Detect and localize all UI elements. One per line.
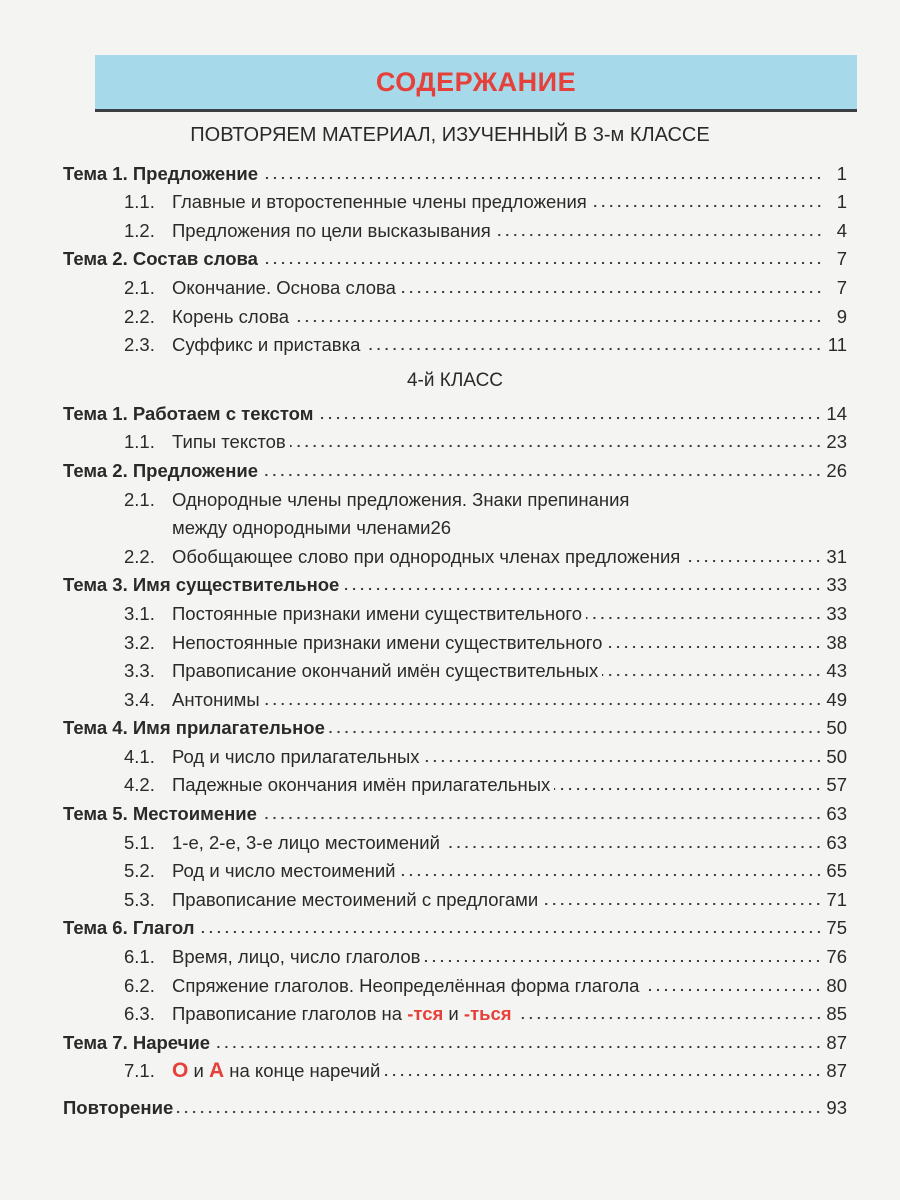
item-title: Обобщающее слово при однородных членах предложения: [172, 545, 681, 567]
dot-leader: [262, 176, 823, 180]
topic-title: Тема 1. Работаем с текстом: [63, 402, 314, 424]
item-number: 2.2.: [124, 305, 155, 327]
toc-subitem-row[interactable]: [63, 185, 847, 214]
toc-topic-row[interactable]: [63, 242, 847, 271]
page-number: 11: [827, 334, 847, 356]
toc-subitem-row[interactable]: [63, 654, 847, 683]
topic-title: Повторение: [63, 1097, 174, 1118]
item-number: 3.3.: [124, 660, 155, 682]
page-number: 57: [826, 774, 847, 796]
toc-subitem-row[interactable]: [63, 299, 847, 328]
topic-title: Тема 6. Глагол: [63, 917, 195, 939]
item-title: [172, 1003, 512, 1025]
item-number: 4.1.: [124, 745, 155, 767]
item-title: Антонимы: [172, 688, 260, 710]
page-number: 85: [826, 1003, 847, 1025]
item-title: Корень слова: [172, 305, 290, 327]
topic-title: Тема 2. Состав слова: [63, 248, 258, 270]
toc-subitem-row[interactable]: [63, 270, 847, 299]
dot-leader: [495, 233, 823, 237]
page-number: 87: [826, 1031, 847, 1053]
highlighted-text: О: [172, 1059, 189, 1083]
toc-subitem-row[interactable]: [63, 213, 847, 242]
dot-leader: [606, 645, 822, 649]
page-number: 38: [826, 631, 847, 653]
table-of-contents: [63, 156, 847, 1119]
page-number: 4: [836, 219, 847, 241]
toc-topic-row[interactable]: [63, 911, 847, 940]
page-number: 63: [826, 831, 847, 853]
toc-subitem-row[interactable]: [63, 997, 847, 1026]
page-number: 7: [836, 276, 847, 298]
item-number: 6.3.: [124, 1003, 155, 1025]
item-number: 2.1.: [124, 276, 155, 298]
dot-leader: [444, 845, 823, 849]
dot-leader: [264, 702, 823, 706]
dot-leader: [214, 1045, 822, 1049]
header-banner: [95, 55, 857, 112]
dot-leader: [329, 730, 823, 734]
spacer: [63, 1082, 847, 1090]
toc-subitem-row[interactable]: [63, 1054, 847, 1083]
item-number: 3.2.: [124, 631, 155, 653]
page-number: 93: [826, 1097, 847, 1118]
item-title: Главные и второстепенные члены предложения: [172, 191, 587, 213]
dot-leader: [591, 204, 823, 208]
page-number: 50: [826, 717, 847, 739]
title-text: Правописание глаголов на: [172, 1003, 408, 1025]
item-number: 3.4.: [124, 688, 155, 710]
page-number: 87: [826, 1060, 847, 1082]
dot-leader: [542, 902, 822, 906]
dot-leader: [293, 319, 823, 323]
toc-subitem-row[interactable]: [63, 882, 847, 911]
dot-leader: [343, 587, 822, 591]
item-number: 1.1.: [124, 191, 155, 213]
section-heading: ПОВТОРЯЕМ МАТЕРИАЛ, ИЗУЧЕННЫЙ В 3-м КЛАССЕ: [190, 124, 710, 146]
topic-title: Тема 3. Имя существительное: [63, 574, 340, 596]
highlighted-text: -тся: [407, 1003, 444, 1025]
dot-leader: [400, 290, 823, 294]
toc-subitem-row[interactable]: [63, 682, 847, 711]
dot-leader: [262, 473, 822, 477]
title-text: и: [443, 1003, 464, 1025]
toc-subitem-row[interactable]: [63, 768, 847, 797]
toc-subitem-row[interactable]: [63, 539, 847, 568]
item-title: Суффикс и приставка: [172, 334, 361, 356]
highlighted-text: А: [208, 1059, 225, 1083]
dot-leader: [516, 1016, 823, 1020]
item-title: Окончание. Основа слова: [172, 276, 396, 298]
item-number: 5.1.: [124, 831, 155, 853]
page-number: 80: [826, 974, 847, 996]
item-title: Постоянные признаки имени существительного: [172, 602, 582, 624]
toc-subitem-row[interactable]: [63, 825, 847, 854]
page-number: 75: [826, 917, 847, 939]
highlighted-text: -ться: [463, 1003, 512, 1025]
dot-leader: [317, 416, 822, 420]
item-number: 5.2.: [124, 860, 155, 882]
topic-title: Тема 4. Имя прилагательное: [63, 717, 325, 739]
item-title: Непостоянные признаки имени существительного: [172, 631, 603, 653]
page-number: 49: [826, 688, 847, 710]
dot-leader: [199, 930, 823, 934]
toc-subitem-row[interactable]: [63, 328, 847, 357]
page-number: 14: [826, 402, 847, 424]
item-number: 6.1.: [124, 946, 155, 968]
page-number: 63: [826, 803, 847, 825]
dot-leader: [400, 873, 823, 877]
page-number: 76: [826, 946, 847, 968]
dot-leader: [384, 1073, 822, 1077]
dot-leader: [424, 959, 822, 963]
dot-leader: [364, 347, 823, 351]
topic-title: Тема 5. Местоимение: [63, 803, 257, 825]
item-title: Правописание местоимений с предлогами: [172, 888, 539, 910]
item-title: Время, лицо, число глаголов: [172, 946, 421, 968]
item-number: 4.2.: [124, 774, 155, 796]
item-title: Род и число прилагательных: [172, 745, 420, 767]
toc-subitem-row[interactable]: [63, 596, 847, 625]
item-number: 2.3.: [124, 334, 155, 356]
page-number: 65: [826, 860, 847, 882]
page-number: 23: [826, 431, 847, 453]
item-number: 3.1.: [124, 602, 155, 624]
item-title: Род и число местоимений: [172, 860, 396, 882]
toc-topic-row[interactable]: [63, 1025, 847, 1054]
page-number: 71: [826, 888, 847, 910]
item-number: 1.2.: [124, 219, 155, 241]
topic-title: Тема 1. Предложение: [63, 162, 259, 184]
item-title: Правописание окончаний имён существительных: [172, 660, 599, 682]
title-text: и: [188, 1060, 209, 1082]
item-title: 1-е, 2-е, 3-е лицо местоимений: [172, 831, 440, 853]
item-number: 6.2.: [124, 974, 155, 996]
topic-title: Тема 2. Предложение: [63, 459, 259, 481]
page-number: 33: [826, 602, 847, 624]
toc-subitem-row[interactable]: [63, 939, 847, 968]
page-number: 1: [836, 162, 847, 184]
page-number: 9: [836, 305, 847, 327]
dot-leader: [424, 759, 823, 763]
dot-leader: [684, 559, 822, 563]
item-title-line2: между однородными членами: [172, 517, 431, 539]
toc-subitem-row[interactable]: [63, 739, 847, 768]
item-number: 7.1.: [124, 1060, 155, 1082]
page-number: 7: [836, 248, 847, 270]
topic-title: Тема 7. Наречие: [63, 1031, 211, 1053]
dot-leader: [290, 444, 823, 448]
toc-subitem-row[interactable]: [63, 425, 847, 454]
item-title: Однородные члены предложения. Знаки препинания: [172, 488, 630, 510]
dot-leader: [586, 616, 822, 620]
dot-leader: [643, 988, 822, 992]
item-number: 1.1.: [124, 431, 155, 453]
page-number: 26: [826, 459, 847, 481]
page-number: 31: [826, 545, 847, 567]
dot-leader: [554, 787, 822, 791]
page-number: 33: [826, 574, 847, 596]
dot-leader: [261, 816, 823, 820]
item-title: Типы текстов: [172, 431, 286, 453]
item-number: 5.3.: [124, 888, 155, 910]
dot-leader: [602, 673, 822, 677]
item-title: [172, 1060, 380, 1082]
toc-subitem-row[interactable]: [63, 968, 847, 997]
toc-subitem-row[interactable]: [63, 854, 847, 883]
item-number: 2.1.: [124, 488, 155, 510]
toc-subitem-row[interactable]: [63, 625, 847, 654]
toc-topic-row[interactable]: [63, 156, 847, 185]
item-title: Предложения по цели высказывания: [172, 219, 491, 241]
section-heading: 4-й КЛАСС: [406, 370, 504, 392]
page-title: СОДЕРЖАНИЕ: [375, 66, 577, 97]
toc-subitem-row[interactable]: [63, 482, 847, 511]
toc-topic-row[interactable]: [63, 568, 847, 597]
toc-topic-row[interactable]: [63, 796, 847, 825]
toc-subitem-continuation[interactable]: [63, 511, 847, 540]
page-number: 50: [826, 745, 847, 767]
toc-topic-row[interactable]: [63, 396, 847, 425]
item-title: Падежные окончания имён прилагательных: [172, 774, 551, 796]
dot-leader: [262, 261, 823, 265]
toc-topic-row[interactable]: [63, 453, 847, 482]
item-number: 2.2.: [124, 545, 155, 567]
title-text: на конце наречий: [224, 1060, 381, 1082]
toc-topic-row[interactable]: [63, 711, 847, 740]
item-title: Спряжение глаголов. Неопределённая форма глагола: [172, 974, 640, 996]
toc-topic-row[interactable]: [63, 1090, 847, 1119]
dot-leader: [177, 1110, 822, 1114]
page-number: 1: [836, 191, 847, 213]
page-number: 26: [430, 517, 452, 539]
page-number: 43: [826, 660, 847, 682]
